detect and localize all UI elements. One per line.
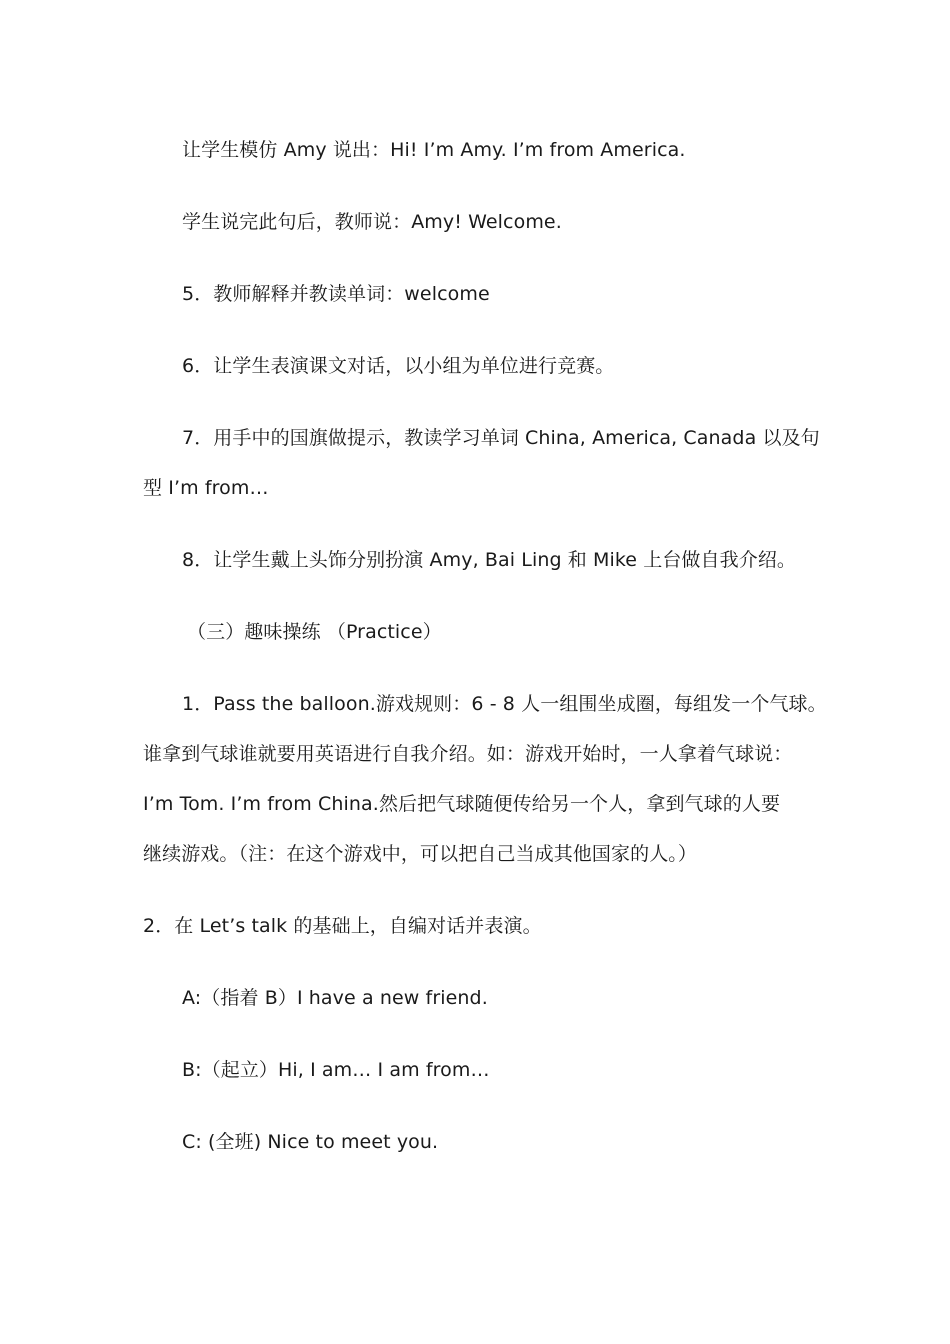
game-rules-line-1: 1．Pass the balloon.游戏规则：6 - 8 人一组围坐成圈，每组发一个气球。	[182, 693, 827, 715]
step-6-perform-dialogue: 6．让学生表演课文对话，以小组为单位进行竞赛。	[182, 355, 615, 377]
step-8-headwear-roles: 8．让学生戴上头饰分别扮演 Amy, Bai Ling 和 Mike 上台做自我介绍。	[182, 549, 797, 571]
step-2-self-dialogue: 2．在 Let’s talk 的基础上，自编对话并表演。	[143, 915, 542, 937]
paragraph-teacher-welcome: 学生说完此句后，教师说：Amy! Welcome.	[182, 211, 562, 233]
step-7-flags-line-1: 7．用手中的国旗做提示，教读学习单词 China, America, Canada 以及句	[182, 427, 820, 449]
game-rules-line-3: I’m Tom. I’m from China.然后把气球随便传给另一个人，拿到气球的人要	[143, 793, 781, 815]
step-7-flags-line-2: 型 I’m from…	[143, 477, 269, 499]
dialogue-line-c: C: (全班) Nice to meet you.	[182, 1131, 439, 1153]
section-heading-practice: （三）趣味操练 （Practice）	[187, 621, 442, 643]
paragraph-imitate-amy: 让学生模仿 Amy 说出：Hi! I’m Amy. I’m from America.	[182, 139, 686, 161]
game-rules-line-4: 继续游戏。（注：在这个游戏中，可以把自己当成其他国家的人。）	[143, 843, 698, 865]
game-rules-line-2: 谁拿到气球谁就要用英语进行自我介绍。如：游戏开始时，一人拿着气球说：	[143, 743, 793, 765]
step-5-welcome-word: 5．教师解释并教读单词：welcome	[182, 283, 490, 305]
dialogue-line-b: B:（起立）Hi, I am… I am from…	[182, 1059, 490, 1081]
dialogue-line-a: A:（指着 B）I have a new friend.	[182, 987, 488, 1009]
